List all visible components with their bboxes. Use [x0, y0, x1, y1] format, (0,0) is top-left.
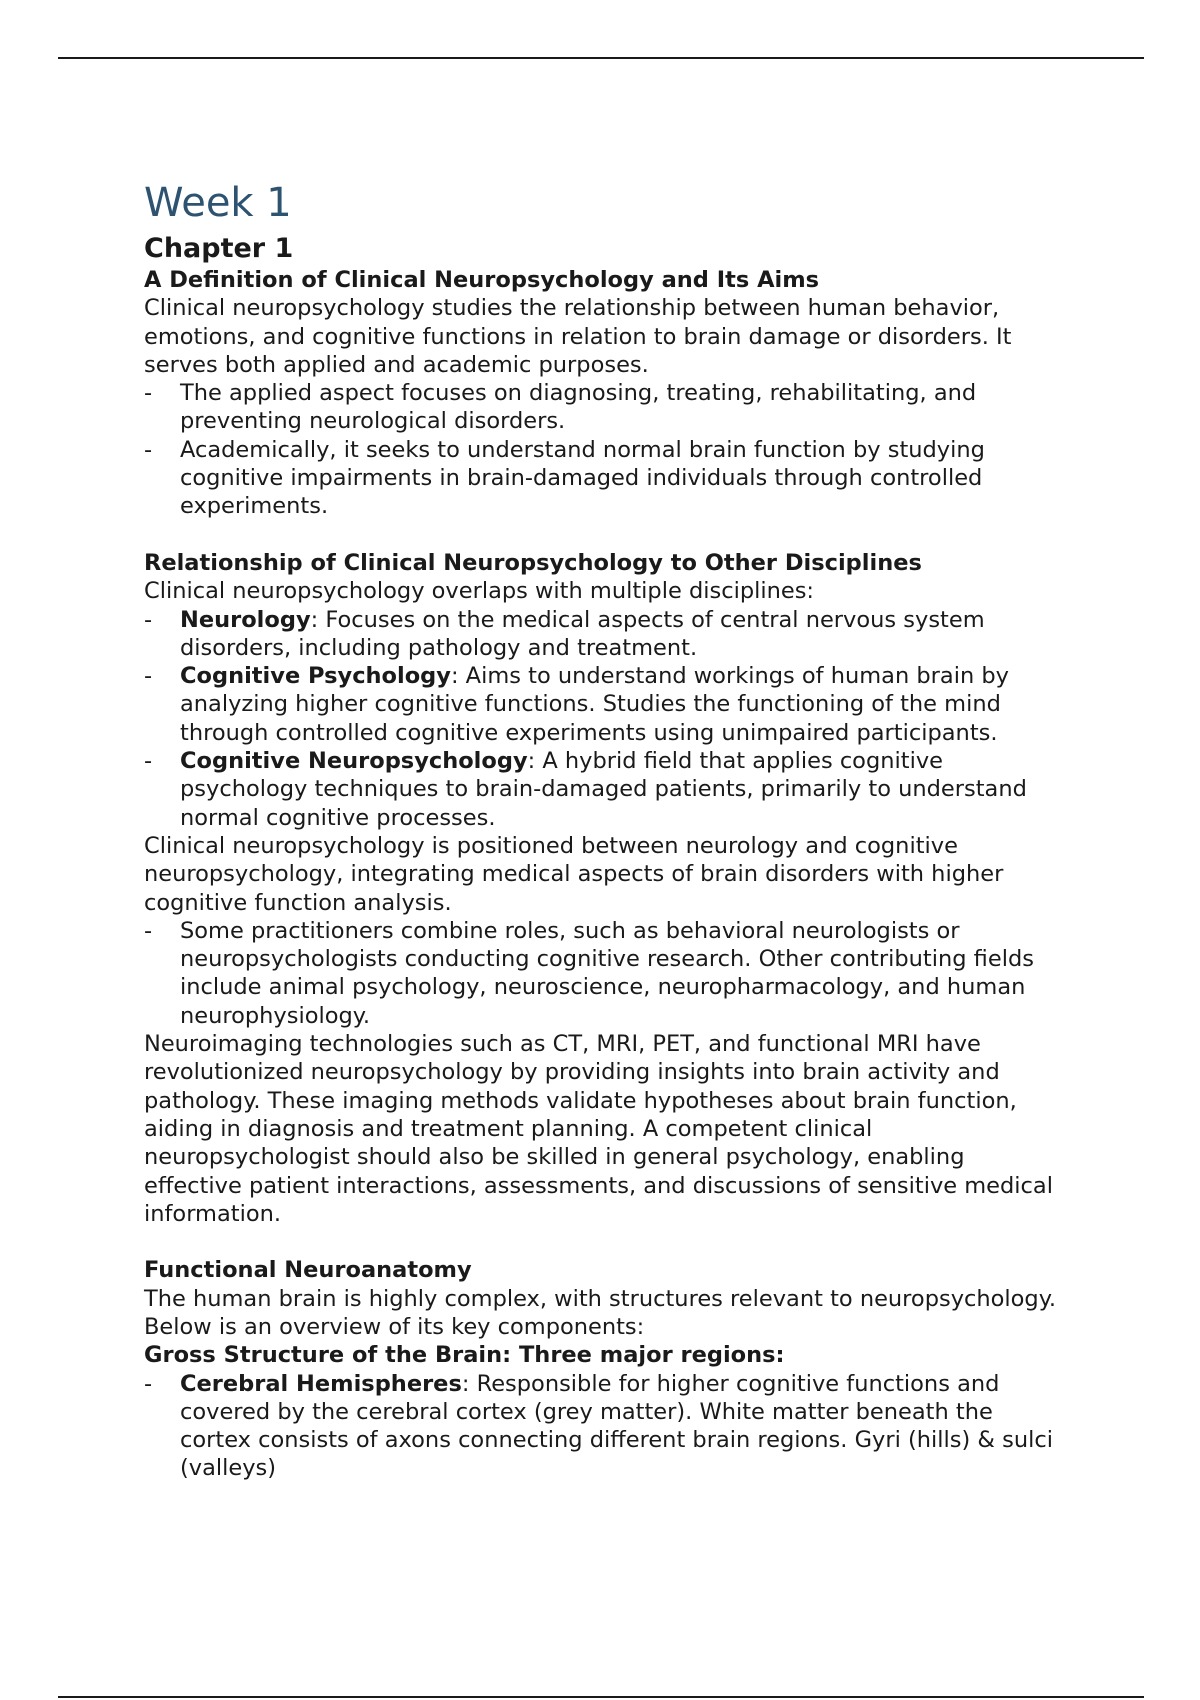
list-item [144, 1370, 1064, 1483]
section-heading-neuroanatomy: Functional Neuroanatomy [144, 1257, 472, 1284]
top-rule [58, 57, 1144, 59]
definition-paragraph: Clinical neuropsychology studies the relationship between human behavior, emotions, and cognitive functions in relation to brain damage or disorders. It serves both applied and academic purposes. [144, 295, 1012, 378]
list-item [144, 662, 1064, 747]
neuroanatomy-intro: The human brain is highly complex, with structures relevant to neuropsychology. Below is an overview of its key components: [144, 1285, 1056, 1340]
spacer [144, 521, 1064, 549]
section-heading-relationship: Relationship of Clinical Neuropsychology to Other Disciplines [144, 549, 922, 576]
list-item [144, 606, 1064, 663]
list-item: - Some practitioners combine roles, such as behavioral neurologists or neuropsychologists conducting cognitive research. Other contributing fields include animal psychology, neuroscience, neuropharmacology, and human neurophysiology. [144, 917, 1064, 1030]
aims-list [144, 379, 1064, 520]
term-description: : A hybrid field that applies cognitive psychology techniques to brain-damaged patients, primarily to understand normal cognitive processes. [180, 748, 1027, 831]
list-item: - Academically, it seeks to understand normal brain function by studying cognitive impairments in brain-damaged individuals through controlled experiments. [144, 436, 1064, 521]
term-description: : Responsible for higher cognitive functions and covered by the cerebral cortex (grey matter). White matter beneath the cortex consists of axons connecting different brain regions. Gyri (hills) & sulci (valleys) [180, 1370, 1053, 1482]
chapter-title: Chapter 1 [144, 233, 294, 264]
section-heading-definition: A Definition of Clinical Neuropsychology and Its Aims [144, 267, 820, 293]
term-cognitive-neuropsychology: Cognitive Neuropsychology [180, 748, 528, 775]
spacer [144, 1228, 1064, 1256]
position-paragraph: Clinical neuropsychology is positioned between neurology and cognitive neuropsychology, integrating medical aspects of brain disorders with higher cognitive function analysis. [144, 832, 1004, 916]
list-item [144, 747, 1064, 832]
regions-list [144, 1370, 1064, 1483]
bottom-rule [58, 1696, 1144, 1698]
list-item: - The applied aspect focuses on diagnosing, treating, rehabilitating, and preventing neurological disorders. [144, 379, 1064, 436]
term-description: : Focuses on the medical aspects of central nervous system disorders, including pathology and treatment. [180, 606, 985, 661]
term-description: : Aims to understand workings of human brain by analyzing higher cognitive functions. Studies the functioning of the mind through controlled cognitive experiments using unimpaired participants. [180, 663, 1009, 746]
document-body [144, 178, 1064, 1483]
disciplines-list [144, 606, 1064, 832]
practitioners-list [144, 917, 1064, 1030]
subheading-gross-structure: Gross Structure of the Brain: Three major regions: [144, 1342, 785, 1369]
term-neurology: Neurology [180, 606, 311, 633]
neuroimaging-paragraph: Neuroimaging technologies such as CT, MRI, PET, and functional MRI have revolutionized neuropsychology by providing insights into brain activity and pathology. These imaging methods validate hypotheses about brain function, aiding in diagnosis and treatment planning. A competent clinical neuropsychologist should also be skilled in general psychology, enabling effective patient interactions, assessments, and discussions of sensitive medical information. [144, 1031, 1053, 1227]
week-title: Week 1 [144, 180, 292, 226]
term-cognitive-psychology: Cognitive Psychology [180, 663, 451, 690]
term-cerebral-hemispheres: Cerebral Hemispheres [180, 1370, 462, 1397]
relationship-intro: Clinical neuropsychology overlaps with multiple disciplines: [144, 578, 815, 605]
